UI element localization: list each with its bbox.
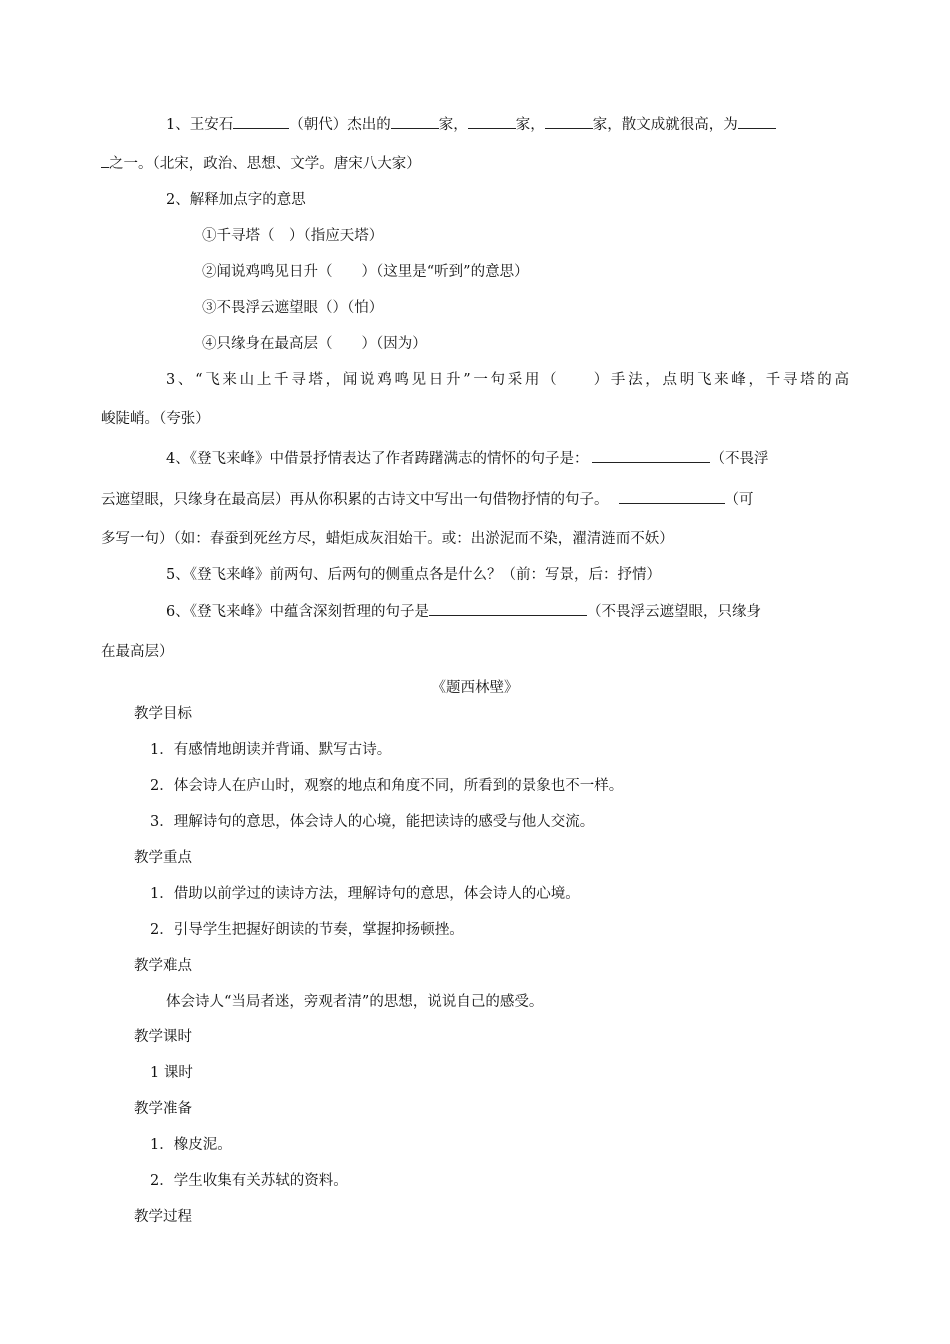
q4-line1	[166, 448, 768, 469]
q1-text-d: 家，	[515, 117, 545, 133]
q2-item-4: ④只缘身在最高层（ ）（因为）	[202, 336, 427, 352]
difficulty-heading: 教学难点	[134, 958, 192, 974]
q4-line3: 多写一句）（如：春蚕到死丝方尽，蜡炬成灰泪始干。或：出淤泥而不染，濯清涟而不妖）	[101, 531, 674, 547]
q1-text-b: （朝代）杰出的	[289, 117, 391, 133]
q2-item-1: ①千寻塔（ ）（指应天塔）	[202, 228, 384, 244]
q1-text-c: 家，	[438, 117, 468, 133]
q1-text-e: 家，散文成就很高，为	[592, 117, 738, 133]
goals-item-1: 1．有感情地朗读并背诵、默写古诗。	[150, 742, 392, 758]
q6-line2: 在最高层）	[101, 644, 174, 660]
q1-line1	[166, 114, 776, 135]
q6-blank	[429, 601, 587, 616]
q1-blank-4a	[738, 114, 776, 129]
q6-text-b: （不畏浮云遮望眼，只缘身	[586, 604, 761, 620]
goals-item-3: 3．理解诗句的意思，体会诗人的心境，能把读诗的感受与他人交流。	[150, 814, 595, 830]
q3-line2: 峻陡峭。（夸张）	[101, 411, 210, 427]
q1-text-a: 1、王安石	[166, 117, 234, 133]
difficulty-text: 体会诗人“当局者迷，旁观者清”的思想，说说自己的感受。	[166, 994, 544, 1010]
q1-blank-dynasty	[233, 114, 289, 129]
q2-title: 2、解释加点字的意思	[166, 192, 306, 208]
q1-blank-1	[391, 114, 439, 129]
hours-text: 1 课时	[150, 1065, 193, 1081]
key-points-item-2: 2．引导学生把握好朗读的节奏，掌握抑扬顿挫。	[150, 922, 464, 938]
q1-line2	[101, 153, 421, 174]
q4-line2	[101, 489, 754, 510]
hours-heading: 教学课时	[134, 1029, 192, 1045]
q1-text-f: 之一。（北宋，政治、思想、文学。唐宋八大家）	[109, 156, 421, 172]
q1-blank-4b	[101, 153, 109, 168]
q1-blank-3	[545, 114, 593, 129]
q3-line1: 3、“飞来山上千寻塔，闻说鸡鸣见日升”一句采用（ ）手法，点明飞来峰，千寻塔的高	[166, 372, 849, 388]
q2-item-2: ②闻说鸡鸣见日升（ ）（这里是“听到”的意思）	[202, 264, 529, 280]
q1-blank-2	[468, 114, 516, 129]
key-points-item-1: 1．借助以前学过的读诗方法，理解诗句的意思，体会诗人的心境。	[150, 886, 580, 902]
q6-line1	[166, 601, 761, 622]
q5-line: 5、《登飞来峰》前两句、后两句的侧重点各是什么？（前：写景，后：抒情）	[166, 567, 661, 583]
key-points-heading: 教学重点	[134, 850, 192, 866]
process-heading: 教学过程	[134, 1209, 192, 1225]
q4-blank-2	[619, 489, 725, 504]
q4-text-a: 4、《登飞来峰》中借景抒情表达了作者踌躇满志的情怀的句子是：	[166, 451, 589, 467]
prep-heading: 教学准备	[134, 1101, 192, 1117]
q4-text-c: 云遮望眼，只缘身在最高层）再从你积累的古诗文中写出一句借物抒情的句子。	[101, 492, 609, 508]
q4-text-d: （可	[724, 492, 754, 508]
q4-text-b: （不畏浮	[710, 451, 769, 467]
q6-text-a: 6、《登飞来峰》中蕴含深刻哲理的句子是	[166, 604, 429, 620]
q4-blank-1	[592, 448, 710, 463]
q2-item-3: ③不畏浮云遮望眼（）（怕）	[202, 300, 384, 316]
goals-item-2: 2．体会诗人在庐山时，观察的地点和角度不同，所看到的景象也不一样。	[150, 778, 624, 794]
lesson-title: 《题西林壁》	[431, 680, 519, 696]
goals-heading: 教学目标	[134, 706, 192, 722]
prep-item-2: 2．学生收集有关苏轼的资料。	[150, 1173, 348, 1189]
prep-item-1: 1．橡皮泥。	[150, 1137, 232, 1153]
